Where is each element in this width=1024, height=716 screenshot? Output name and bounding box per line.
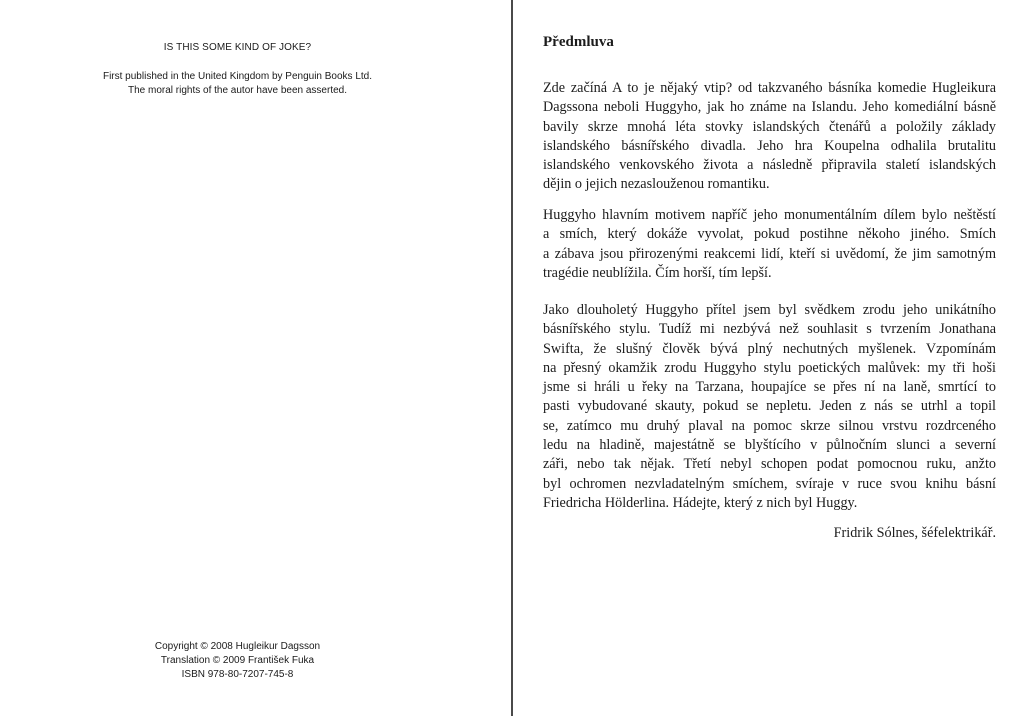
text-line: jsme si hráli u řeky na Tarzana, houpajíce se přes ní na laně, smrtící to <box>543 379 996 396</box>
text-line: Friedricha Hölderlina. Hádejte, který z nich byl Huggy. <box>543 494 858 511</box>
translation-line: Translation © 2009 František Fuka <box>160 655 315 666</box>
text-line: Jako dlouholetý Huggyho přítel jsem byl svědkem zrodu jeho unikátního <box>543 302 996 318</box>
foreword-heading: Předmluva <box>543 34 614 50</box>
imprint-line: First published in the United Kingdom by Penguin Books Ltd. <box>102 71 373 82</box>
text-line: ledu na hladině, majestátně se blyštícího v půlnočním slunci a severní <box>543 437 996 454</box>
isbn-line: ISBN 978-80-7207-745-8 <box>181 669 294 680</box>
text-line: básnířského stylu. Tudíž mi nezbývá než souhlasit s tvrzením Jonathana <box>543 321 996 338</box>
text-line: Huggyho hlavním motivem napříč jeho monumentálním dílem bylo neštěstí <box>543 207 996 223</box>
text-line: tragédie neublížila. Čím horší, tím lepší. <box>543 264 772 281</box>
paragraph <box>543 79 996 195</box>
imprint-notice <box>0 70 475 98</box>
book-title: IS THIS SOME KIND OF JOKE? <box>163 42 312 53</box>
text-line: islandského venkovského života a následně připravila staletí islandských <box>543 157 996 174</box>
text-line: a smích, který dokáže vyvolat, pokud postihne někoho jiného. Smích <box>543 226 996 243</box>
text-line: dějin o jejich nezaslouženou romantiku. <box>543 176 770 193</box>
text-line: a zábava jsou přirozenými reakcemi lidí, kteří si uvědomí, že jim samotným <box>543 245 996 262</box>
text-line: Dagssona neboli Huggyho, jak ho známe na Islandu. Jeho komediální básně <box>543 99 996 116</box>
text-line: na přesný okamžik zrodu Huggyho stylu poetických malůvek: my tři hoši <box>543 359 996 376</box>
imprint-line: The moral rights of the autor have been asserted. <box>127 85 347 96</box>
text-line: pasti vybudované skauty, pokud se nepletu. Jeden z nás se utrhl a topil <box>543 398 996 415</box>
right-page <box>513 0 1024 716</box>
text-line: bavily skrze mnohá léta stovky islandských čtenářů a položily základy <box>543 118 996 135</box>
text-line: islandského básnířského divadla. Jeho hra Koupelna odhalila brutalitu <box>543 137 996 154</box>
foreword-signature: Fridrik Sólnes, šéfelektrikář. <box>833 525 996 541</box>
text-line: záři, nebo tak nějak. Třetí nebyl schopen podat pomocnou ruku, anžto <box>543 456 996 473</box>
text-line: Swifta, že slušný člověk bývá plný nechutných myšlenek. Vzpomínám <box>543 340 996 357</box>
copyright-line: Copyright © 2008 Hugleikur Dagsson <box>154 641 321 652</box>
paragraph <box>543 301 996 513</box>
text-line: se, zatímco mu druhý plaval na pomoc skrze silnou vrstvu rozdrceného <box>543 417 996 434</box>
text-line: Zde začíná A to je nějaký vtip? od takzvaného básníka komedie Hugleikura <box>543 80 996 96</box>
paragraph <box>543 206 996 283</box>
copyright-block <box>0 640 475 682</box>
left-page <box>0 0 511 716</box>
text-line: byl ochromen nezvladatelným smíchem, svíraje v ruce svou knihu básní <box>543 475 996 492</box>
